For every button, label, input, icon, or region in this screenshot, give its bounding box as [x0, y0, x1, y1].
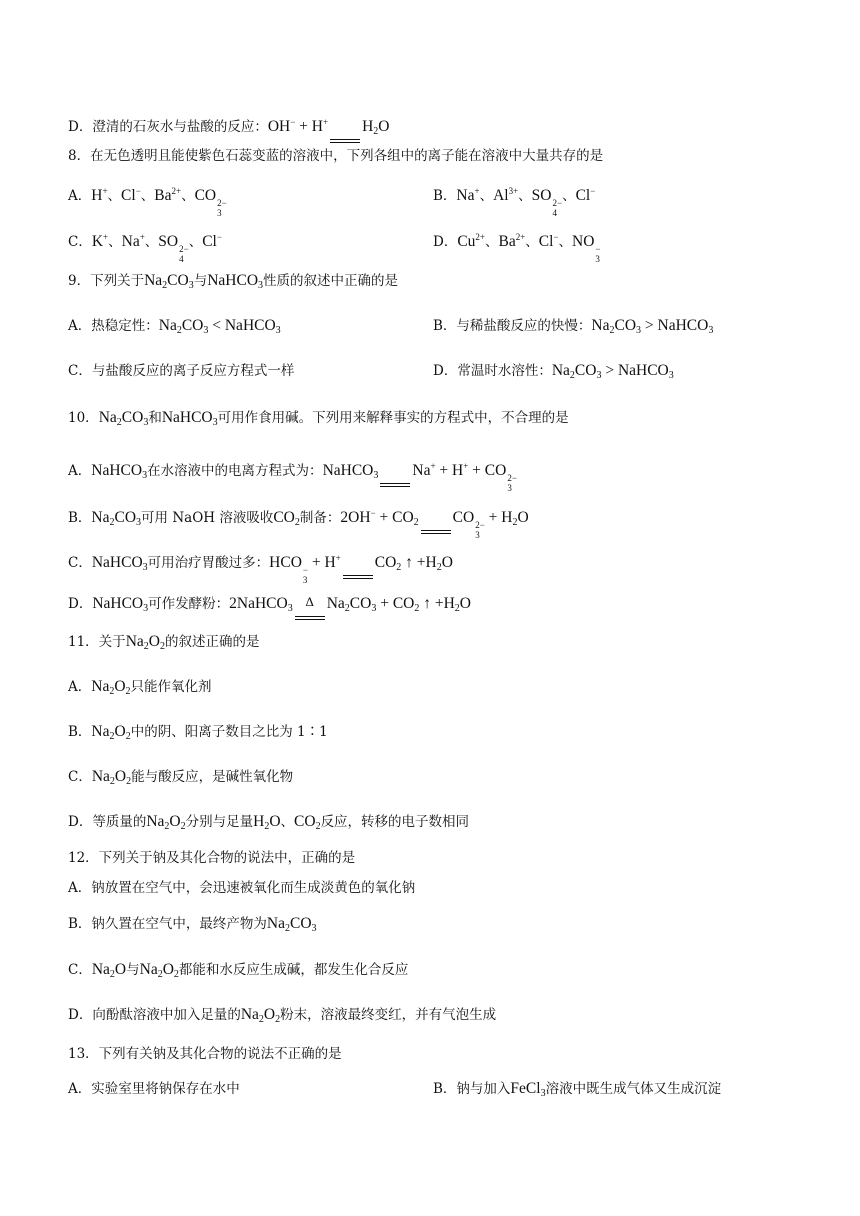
q12-option-a: A．钠放置在空气中，会迅速被氧化而生成淡黄色的氧化钠 — [68, 880, 416, 896]
q9-stem: 9．下列关于$Na_2CO_3$与NaHCO$_3$性质的叙述中正确的是 — [68, 272, 399, 291]
q9-option-a: A．热稳定性：$Na_2CO_3$ < NaHCO$_3$ — [68, 317, 281, 336]
q12-stem: 12．下列关于钠及其化合物的说法中，正确的是 — [68, 850, 356, 866]
q10-option-c: C．NaHCO$_3$可用治疗胃酸过多：HCO − 3 + H+ $CO_2$ ↑ $+H_2O$ — [68, 553, 453, 585]
q9-option-b: B．与稀盐酸反应的快慢：$Na_2CO_3$ > NaHCO$_3$ — [433, 317, 714, 336]
q12-option-c: C．$Na_2O$与$Na_2O_2$都能和水反应生成碱，都发生化合反应 — [68, 961, 409, 980]
q11-option-d: D．等质量的$Na_2O_2$分别与足量$H_2O$、$CO_2$反应，转移的电子数相同 — [68, 813, 470, 832]
q10-stem: 10．$Na_2CO_3$和NaHCO$_3$可用作食用碱。下列用来解释事实的方程式中，不合理的是 — [68, 409, 569, 428]
q11-option-c: C．$Na_2O_2$能与酸反应，是碱性氧化物 — [68, 768, 294, 787]
q13-stem: 13．下列有关钠及其化合物的说法不正确的是 — [68, 1046, 342, 1062]
q8-stem: 8．在无色透明且能使紫色石蕊变蓝的溶液中，下列各组中的离子能在溶液中大量共存的是 — [68, 148, 604, 164]
q10-option-a: A．NaHCO$_3$在水溶液中的电离方程式为：NaHCO$_3$ Na+ + H+ + CO 2− 3 — [68, 461, 517, 493]
q12-option-d: D．向酚酞溶液中加入足量的$Na_2O_2$粉末，溶液最终变红，并有气泡生成 — [68, 1006, 497, 1025]
q13-option-a: A．实验室里将钠保存在水中 — [68, 1081, 240, 1097]
q8-option-b: B．Na+、$Al^{3+}$、SO 2− 4 、Cl− — [433, 186, 596, 218]
q8-option-c: C．K+、Na+、SO 2− 4 、Cl− — [68, 232, 222, 264]
q11-option-a: A．$Na_2O_2$只能作氧化剂 — [68, 678, 212, 697]
q10-option-b: B．$Na_2CO_3$可用 NaOH 溶液吸收$CO_2$制备：$2OH^- + CO_2$ CO 2− 3 + $H_2O$ — [68, 508, 529, 540]
q13-option-b: B．钠与加入FeCl$_3$溶液中既生成气体又生成沉淀 — [433, 1080, 722, 1099]
q8-option-d: D．$Cu^{2+}$、$Ba^{2+}$、Cl−、NO − 3 — [433, 232, 601, 264]
q12-option-b: B．钠久置在空气中，最终产物为$Na_2CO_3$ — [68, 915, 317, 934]
q11-option-b: B．$Na_2O_2$中的阴、阳离子数目之比为 1∶1 — [68, 723, 328, 742]
q7-option-d: D．澄清的石灰水与盐酸的反应：OH− + H+ $H_2O$ — [68, 117, 390, 137]
q11-stem: 11．关于$Na_2O_2$的叙述正确的是 — [68, 633, 260, 652]
q9-option-d: D．常温时水溶性：$Na_2CO_3$ > NaHCO$_3$ — [433, 362, 674, 381]
q9-option-c: C．与盐酸反应的离子反应方程式一样 — [68, 363, 295, 379]
q10-option-d: D．NaHCO$_3$可作发酵粉：2NaHCO$_3$ Δ $Na_2CO_3 + CO_2$ ↑ $+H_2O$ — [68, 594, 471, 614]
q8-option-a: A．H+、Cl−、$Ba^{2+}$、CO 2− 3 — [68, 186, 227, 218]
